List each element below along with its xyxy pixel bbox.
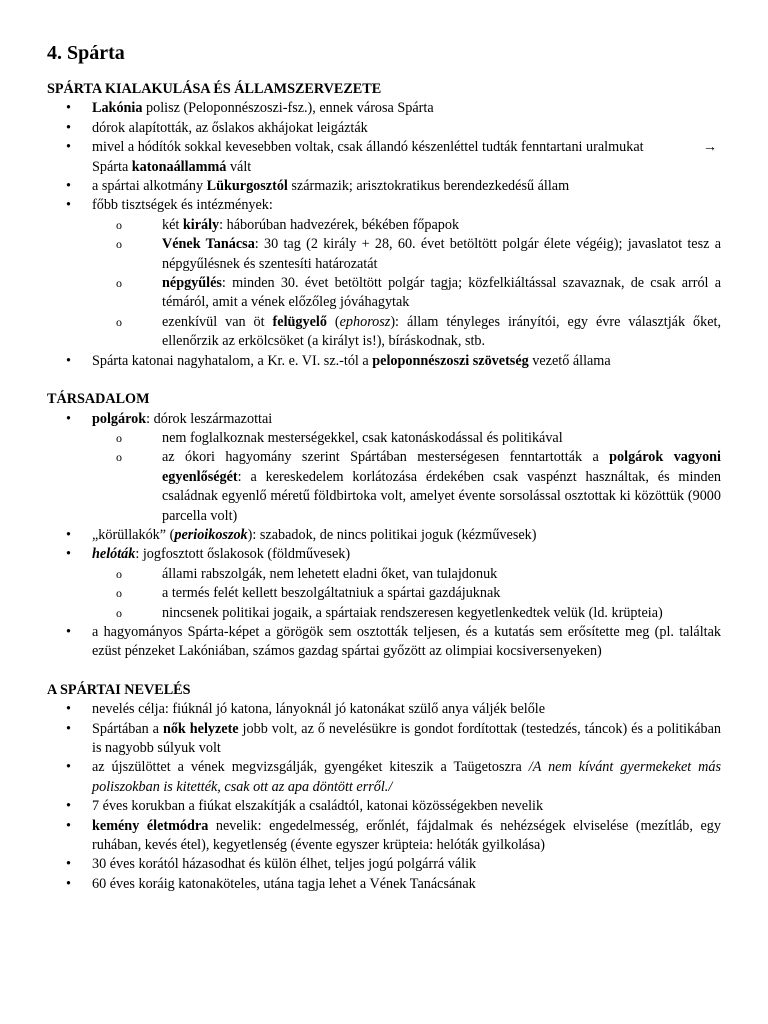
section-state bbox=[47, 80, 721, 371]
list-item: • nevelés célja: fiúknál jó katona, lányoknál jó katonákat szülő anya váljék belőle bbox=[47, 700, 721, 719]
list-item: • Spárta katonai nagyhatalom, a Kr. e. VI. sz.-tól a peloponnészoszi szövetség vezető állama bbox=[47, 352, 721, 371]
arrow-icon: → bbox=[702, 139, 717, 156]
list-item: • az újszülöttet a vének megvizsgálják, gyengéket kiteszik a Taügetoszra /A nem kívánt gyermekeket más poliszokban is kitették, csak ott az apa döntött erről./ bbox=[47, 758, 721, 797]
sub-list-item: o az ókori hagyomány szerint Spártában mesterségesen fenntartották a polgárok vagyoni egyenlőségét: a kereskedelem korlátozása érdekében csak vaspénzt használtak, és minden családnak egyenlő méretű földbirtoka volt, amelyet évente sorsolással osztottak ki közöttük (9000 parcella volt) bbox=[114, 448, 721, 526]
sub-list bbox=[92, 565, 721, 623]
list-item: • Lakónia polisz (Peloponnészoszi-fsz.), ennek városa Spárta bbox=[47, 99, 721, 118]
list-item: • 60 éves koráig katonaköteles, utána tagja lehet a Vének Tanácsának bbox=[47, 875, 721, 894]
list-item: • kemény életmódra nevelik: engedelmesség, erőnlét, fájdalmak és nehézségek elviselése (mezítláb, egy ruhában, kevés étel), kegyetlenség (évente egyszer krüpteia: helóták gyilkolása) bbox=[47, 817, 721, 856]
sub-list-item: o nincsenek politikai jogaik, a spártaiak rendszeresen kegyetlenkedtek velük (ld. krüpteia) bbox=[114, 604, 721, 623]
bullet-list bbox=[47, 700, 721, 894]
sub-list-item: o állami rabszolgák, nem lehetett eladni őket, van tulajdonuk bbox=[114, 565, 721, 584]
section-education bbox=[47, 681, 721, 894]
sub-list bbox=[92, 216, 721, 352]
sub-list-item: o ezenkívül van öt felügyelő (ephorosz): állam tényleges irányítói, egy évre választják őket, ellenőrzik az erkölcsöket (a királyt is!), bíráskodnak, stb. bbox=[114, 313, 721, 352]
sub-list-item: o Vének Tanácsa: 30 tag (2 király + 28, 60. évet betöltött polgár élete végéig); javaslatot tesz a népgyűlésnek és szentesíti határozatát bbox=[114, 235, 721, 274]
section-society bbox=[47, 390, 721, 662]
list-item: • Spártában a nők helyzete jobb volt, az ő nevelésükre is gondot fordítottak (testedzés, táncok) és a politikában is nagyobb súlyuk volt bbox=[47, 720, 721, 759]
list-item: • „körüllakók” (perioikoszok): szabadok, de nincs politikai joguk (kézművesek) bbox=[47, 526, 721, 545]
sub-list-item: o a termés felét kellett beszolgáltatniuk a spártai gazdájuknak bbox=[114, 584, 721, 603]
page-title: 4. Spárta bbox=[47, 42, 125, 64]
sub-list-item: o nem foglalkoznak mesterségekkel, csak katonáskodással és politikával bbox=[114, 429, 721, 448]
list-item: • főbb tisztségek és intézmények: o két király: háborúban hadvezérek, békében főpapok o Vének Tanácsa: 30 tag (2 király + 28, 60. évet betöltött polgár élete végéig); javaslatot tesz a népgyűlésnek és szentesíti határozatát o népgyűlés: minden 30. évet betöltött polgár tagja; közfelkiáltással szavaznak, de csak arról a témáról, amit a vének előzőleg jóváhagytak o ezenkívül van öt felügyelő (ephorosz): állam tényleges irányítói, egy évre választják őket, ellenőrzik az erkölcsöket (a királyt is!), bíráskodnak, stb. bbox=[47, 196, 721, 351]
sub-list-item: o két király: háborúban hadvezérek, békében főpapok bbox=[114, 216, 721, 235]
section-heading: TÁRSADALOM bbox=[47, 391, 150, 408]
section-heading: A SPÁRTAI NEVELÉS bbox=[47, 681, 191, 698]
list-item: • a hagyományos Spárta-képet a görögök sem osztották teljesen, és a kutatás sem erősítette meg (pl. találtak ezüst pénzeket Lakóniában, számos gazdag spártai győzött az olimpiai kocsiversenyeken) bbox=[47, 623, 721, 662]
sub-list-item: o népgyűlés: minden 30. évet betöltött polgár tagja; közfelkiáltással szavaznak, de csak arról a témáról, amit a vének előzőleg jóváhagytak bbox=[114, 274, 721, 313]
bullet-list bbox=[47, 410, 721, 662]
list-item: • 7 éves korukban a fiúkat elszakítják a családtól, katonai közösségekben nevelik bbox=[47, 797, 721, 816]
section-heading: SPÁRTA KIALAKULÁSA ÉS ÁLLAMSZERVEZETE bbox=[47, 81, 382, 97]
list-item: • 30 éves korától házasodhat és külön élhet, teljes jogú polgárrá válik bbox=[47, 855, 721, 874]
list-item: • helóták: jogfosztott őslakosok (földművesek) o állami rabszolgák, nem lehetett eladni őket, van tulajdonuk o a termés felét kellett beszolgáltatniuk a spártai gazdájuknak o nincsenek politikai jogaik, a spártaiak rendszeresen kegyetlenkedtek velük (ld. krüpteia) bbox=[47, 545, 721, 623]
list-item: • polgárok: dórok leszármazottai o nem foglalkoznak mesterségekkel, csak katonáskodással és politikával o az ókori hagyomány szerint Spártában mesterségesen fenntartották a polgárok vagyoni egyenlőségét: a kereskedelem korlátozása érdekében csak vaspénzt használtak, és minden családnak egyenlő méretű földbirtoka volt, amelyet évente sorsolással osztottak ki közöttük (9000 parcella volt) bbox=[47, 410, 721, 526]
bullet-list bbox=[47, 99, 721, 371]
list-item: • dórok alapították, az őslakos akhájokat leigázták bbox=[47, 119, 721, 138]
list-item: • mivel a hódítók sokkal kevesebben voltak, csak állandó készenléttel tudták fenntartani uralmukat → Spárta katonaállammá vált bbox=[47, 138, 721, 177]
sub-list bbox=[92, 429, 721, 526]
list-item: • a spártai alkotmány Lükurgosztól származik; arisztokratikus berendezkedésű állam bbox=[47, 177, 721, 196]
